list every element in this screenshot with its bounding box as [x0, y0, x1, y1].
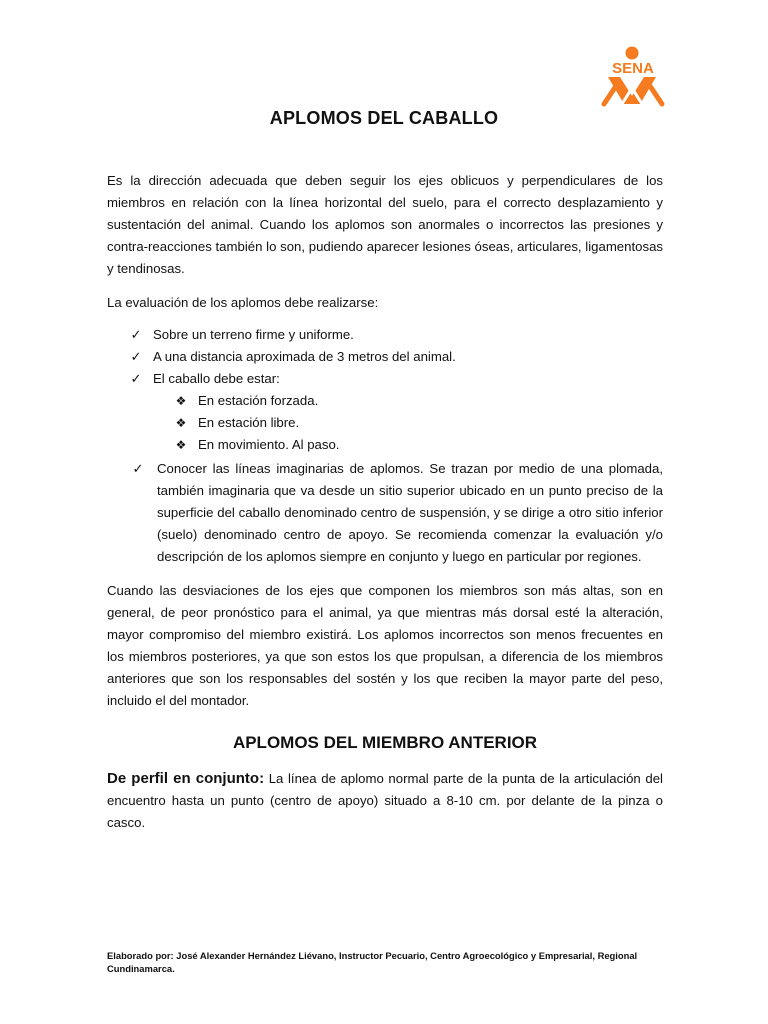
sub-item-text: En movimiento. Al paso.	[198, 437, 340, 452]
check-icon: ✓	[130, 349, 142, 364]
sub-item	[107, 390, 663, 412]
sub-item-text: En estación libre.	[198, 415, 300, 430]
perfil-paragraph	[107, 768, 663, 834]
checklist-item-text: A una distancia aproximada de 3 metros del animal.	[153, 349, 456, 364]
perfil-colon: :	[259, 770, 265, 787]
checklist-item	[107, 346, 663, 368]
checklist-item	[107, 368, 663, 456]
checklist-item	[107, 458, 663, 568]
document-title: APLOMOS DEL CABALLO	[269, 108, 499, 128]
evaluation-intro: La evaluación de los aplomos debe realizarse:	[107, 295, 379, 310]
sub-item	[107, 412, 663, 434]
checklist-item-text: El caballo debe estar:	[153, 371, 280, 386]
section-heading: APLOMOS DEL MIEMBRO ANTERIOR	[232, 733, 538, 752]
sub-item	[107, 434, 663, 456]
evaluation-checklist	[107, 324, 663, 568]
deviations-paragraph: Cuando las desviaciones de los ejes que componen los miembros son más altas, son en general, de peor pronóstico para el animal, ya que mientras más dorsal esté la alteración, mayor compromiso del miembro existirá. Los aplomos incorrectos son menos frecuentes en los miembros posteriores, ya que son estos los que propulsan, a diferencia de los miembros anteriores que son los responsables del sostén y los que reciben la mayor parte del peso, incluido el del montador.	[107, 583, 663, 708]
checklist-item	[107, 324, 663, 346]
perfil-label: De perfil en conjunto	[107, 770, 260, 787]
diamond-bullet-icon: ❖	[175, 438, 187, 452]
intro-paragraph: Es la dirección adecuada que deben seguir los ejes oblicuos y perpendiculares de los miembros en relación con la línea horizontal del suelo, para el correcto desplazamiento y sustentación del animal. Cuando los aplomos son anormales o incorrectos las presiones y contra-reacciones también lo son, pudiendo aparecer lesiones óseas, articulares, ligamentosas y tendinosas.	[107, 173, 663, 276]
sub-item-text: En estación forzada.	[198, 393, 319, 408]
sena-logo-icon	[600, 44, 666, 108]
checklist-item-text: Conocer las líneas imaginarias de aplomos. Se trazan por medio de una plomada, también imaginaria que va desde un sitio superior ubicado en un punto preciso de la superficie del caballo denominado centro de suspensión, y se dirige a otro sitio inferior (suelo) denominado centro de apoyo. Se recomienda comenzar la evaluación y/o descripción de los aplomos siempre en conjunto y luego en particular por regiones.	[157, 461, 663, 564]
checklist-item-text: Sobre un terreno firme y uniforme.	[153, 327, 354, 342]
sena-logo	[600, 44, 666, 108]
footer-credit: Elaborado por: José Alexander Hernández Liévano, Instructor Pecuario, Centro Agroecológico y Empresarial, Regional Cundinamarca.	[107, 950, 638, 974]
sub-checklist	[153, 390, 663, 456]
check-icon: ✓	[130, 327, 142, 342]
document-body	[107, 170, 663, 834]
check-icon: ✓	[132, 461, 144, 476]
sena-logo-text: SENA	[612, 60, 654, 77]
diamond-bullet-icon: ❖	[175, 416, 187, 430]
diamond-bullet-icon: ❖	[175, 394, 187, 408]
perfil-text: La línea de aplomo normal parte de la punta de la articulación del encuentro hasta un punto (centro de apoyo) situado a 8-10 cm. por delante de la pinza o casco.	[107, 771, 663, 830]
check-icon: ✓	[130, 371, 142, 386]
